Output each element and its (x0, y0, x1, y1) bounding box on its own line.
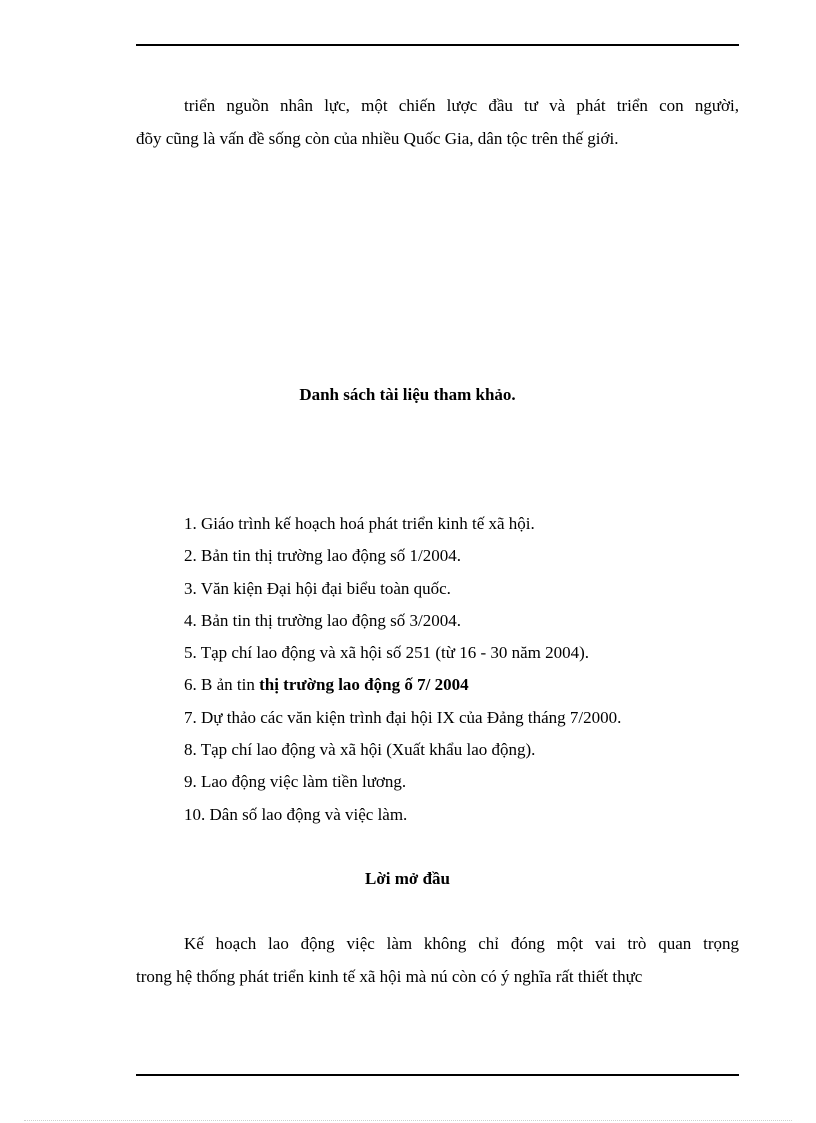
reference-item-6 (184, 669, 621, 701)
reference-item-1: 1. Giáo trình kế hoạch hoá phát triển kinh tế xã hội. (184, 514, 535, 533)
foreword-line-2: trong hệ thống phát triển kinh tế xã hội mà nú còn có ý nghĩa rất thiết thực (136, 967, 643, 986)
intro-paragraph (136, 89, 739, 155)
reference-item-8: 8. Tạp chí lao động và xã hội (Xuất khẩu lao động). (184, 740, 536, 760)
reference-item-9: 9. Lao động việc làm tiền lương. (184, 772, 407, 792)
foreword-paragraph (136, 927, 739, 993)
footer-rule (136, 1074, 739, 1076)
references-title: Danh sách tài liệu tham khảo. (299, 385, 516, 404)
header-rule (136, 44, 739, 46)
reference-item-6-prefix: 6. B ản tin (184, 675, 260, 695)
intro-line-1: triển nguồn nhân lực, một chiến lược đầu tư và phát triển con người, (184, 96, 739, 115)
reference-item-10: 10. Dân số lao động và việc làm. (184, 804, 408, 824)
references-list (184, 508, 621, 831)
reference-item-4: 4. Bản tin thị trường lao động số 3/2004. (184, 610, 461, 630)
foreword-line-1: Kế hoạch lao động việc làm không chỉ đóng một vai trò quan trọng (184, 934, 739, 953)
reference-item-3: 3. Văn kiện Đại hội đại biểu toàn quốc. (184, 578, 451, 598)
page-edge-dotted-line (24, 1120, 792, 1121)
intro-line-2: đõy cũng là vấn đề sống còn của nhiều Quốc Gia, dân tộc trên thế giới. (136, 129, 619, 148)
reference-item-6-bold: thị trường lao động ố 7/ 2004 (259, 675, 469, 695)
reference-item-7: 7. Dự thảo các văn kiện trình đại hội IX của Đảng tháng 7/2000. (184, 707, 622, 727)
reference-item-2: 2. Bản tin thị trường lao động số 1/2004. (184, 546, 461, 566)
reference-item-5: 5. Tạp chí lao động và xã hội số 251 (từ 16 - 30 năm 2004). (184, 643, 590, 663)
foreword-title: Lời mở đầu (365, 869, 450, 888)
